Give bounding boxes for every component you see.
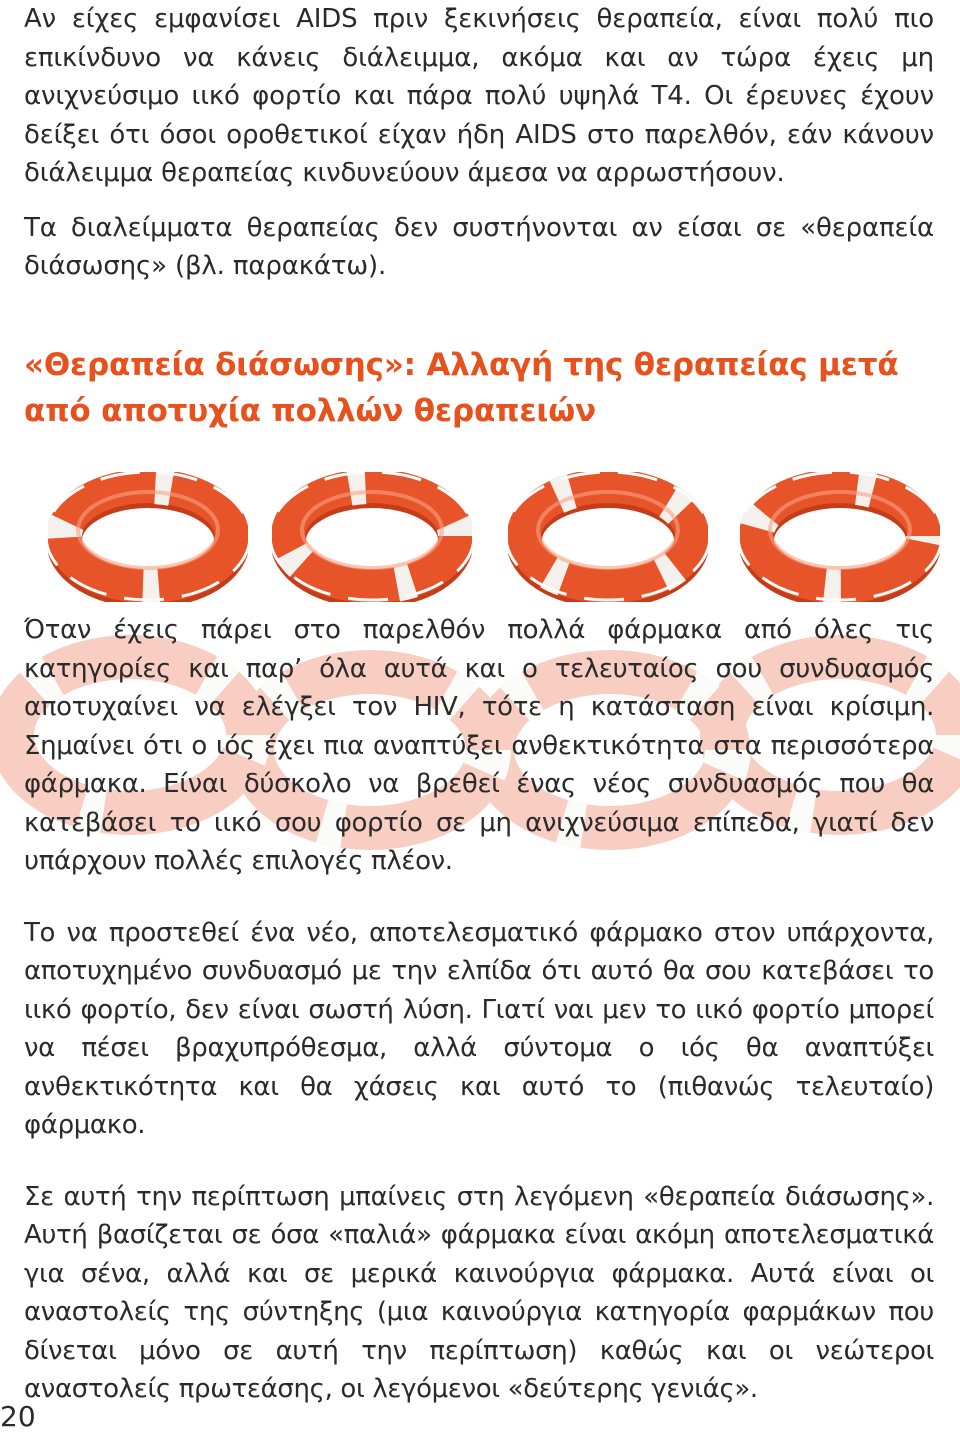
page-number: 20 (0, 1400, 36, 1433)
paragraph-salvage-therapy: Σε αυτή την περίπτωση μπαίνεις στη λεγόμενη «θεραπεία διάσωσης». Αυτή βασίζεται σε όσα «παλιά» φάρμακα είναι ακόμη αποτελεσματικά για σένα, αλλά και σε μερικά καινούργια φάρμακα. Αυτά είναι οι αναστολείς της σύντηξης (μια καινούργια κατηγορία φαρμάκων που δίνεται μόνο σε αυτή την περίπτωση) καθώς και οι νεώτεροι αναστολείς πρωτεάσης, οι λεγόμενοι «δεύτερης γενιάς». (24, 1181, 934, 1404)
paragraph-single-drug-addition: Το να προστεθεί ένα νέο, αποτελεσματικό φάρμακο στον υπάρχοντα, αποτυχημένο συνδυασμό με την ελπίδα ότι αυτό θα σου κατεβάσει το ιικό φορτίο, δεν είναι σωστή λύση. Γιατί ναι μεν το ιικό φορτίο μπορεί να πέσει βραχυπρόθεσμα, αλλά σύντομα ο ιός θα αναπτύξει ανθεκτικότητα και θα χάσεις και αυτό το (πιθανώς τελευταίο) φάρμακο. (24, 917, 934, 1140)
section-heading: «Θεραπεία διάσωσης»: Αλλαγή της θεραπείας μετά από αποτυχία πολλών θεραπειών (24, 347, 899, 429)
salvage-therapy-text (24, 611, 934, 1409)
lifebuoy-icon (48, 472, 248, 602)
lifebuoy-icon (508, 472, 708, 602)
paragraph-multiple-failures: Όταν έχεις πάρει στο παρελθόν πολλά φάρμακα από όλες τις κατηγορίες και παρ’ όλα αυτά και ο τελευταίος σου συνδυασμός αποτυχαίνει να ελέγξει τον HIV, τότε η κατάσταση είναι κρίσιμη. Σημαίνει ότι ο ιός έχει πια αναπτύξει ανθεκτικότητα στα περισσότερα φάρμακα. Είναι δύσκολο να βρεθεί ένας νέος συνδυασμός που θα κατεβάσει το ιικό σου φορτίο σε μη ανιχνεύσιμα επίπεδα, γιατί δεν υπάρχουν πολλές επιλογές πλέον. (24, 615, 934, 876)
lifebuoy-icon (272, 472, 472, 602)
lifebuoy-icon (740, 472, 940, 602)
paragraph-aids-warning: Αν είχες εμφανίσει AIDS πριν ξεκινήσεις θεραπεία, είναι πολύ πιο επικίνδυνο να κάνεις διάλειμμα, ακόμα και αν τώρα έχεις μη ανιχνεύσιμο ιικό φορτίο και πάρα πολύ υψηλά Τ4. Οι έρευνες έχουν δείξει ότι όσοι οροθετικοί είχαν ήδη AIDS στο παρελθόν, εάν κάνουν διάλειμμα θεραπείας κινδυνεύουν άμεσα να αρρωστήσουν. (24, 4, 934, 188)
paragraph-interruption-note: Τα διαλείμματα θεραπείας δεν συστήνονται αν είσαι σε «θεραπεία διάσωσης» (βλ. παρακάτω). (24, 212, 934, 281)
intro-text (24, 0, 934, 286)
